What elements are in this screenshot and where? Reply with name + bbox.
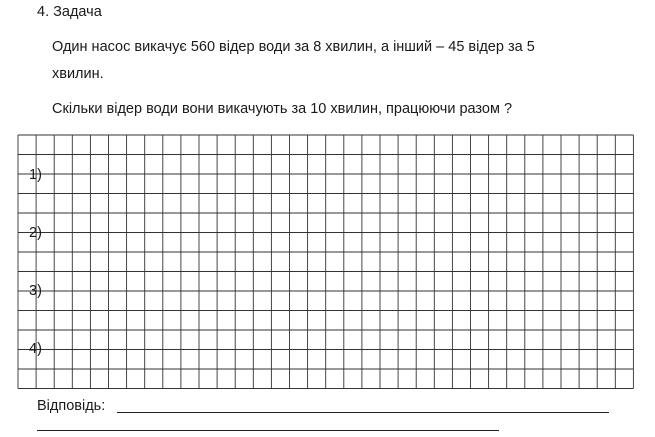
task-question: Скільки відер води вони викачують за 10 хвилин, працюючи разом ?	[52, 101, 513, 117]
row-label-1: 1)	[29, 167, 42, 183]
row-label-4: 4)	[29, 341, 42, 357]
answer-line-2[interactable]	[37, 430, 499, 431]
answer-label: Відповідь:	[37, 398, 106, 414]
task-text-line2: хвилин.	[52, 66, 104, 82]
task-text-line1: Один насос викачує 560 відер води за 8 хвилин, а інший – 45 відер за 5	[52, 39, 535, 55]
row-label-2: 2)	[29, 225, 42, 241]
task-title: 4. Задача	[37, 4, 102, 20]
row-label-3: 3)	[29, 283, 42, 299]
answer-line[interactable]	[117, 412, 609, 413]
